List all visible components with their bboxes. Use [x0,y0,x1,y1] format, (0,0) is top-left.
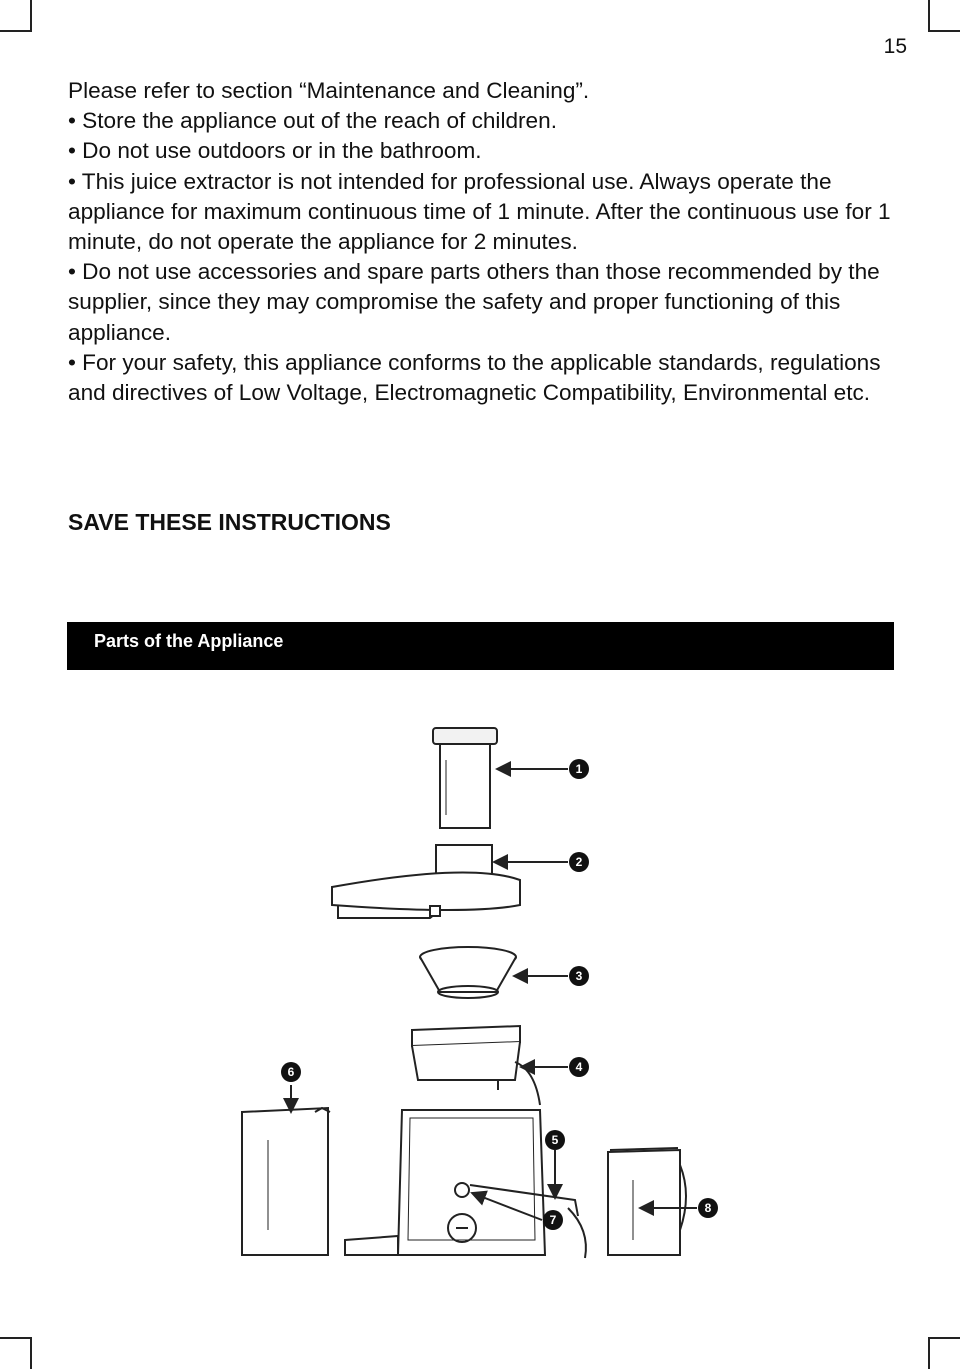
instructions-text [68,76,898,408]
save-instructions-heading: SAVE THESE INSTRUCTIONS [68,509,391,535]
juice-collector-part [412,1026,540,1105]
food-pusher-part [433,728,497,828]
callout-1: 1 [575,762,583,776]
callout-6: 6 [287,1065,295,1079]
bullet-safety-standards: • For your safety, this appliance conforms to the applicable standards, regulations and directives of Low Voltage, Electromagnetic Compatibility, Environmental etc. [68,349,881,406]
paragraph-maintenance: Please refer to section “Maintenance and Cleaning”. [68,78,590,103]
juice-jug-part [608,1148,686,1255]
section-title: Parts of the Appliance [94,631,284,651]
callout-7: 7 [549,1213,557,1227]
crop-mark-top-right [928,0,960,32]
callout-8: 8 [704,1201,712,1215]
callout-4: 4 [575,1060,583,1074]
cover-part [332,845,520,918]
callout-3: 3 [575,969,583,983]
bullet-store: • Store the appliance out of the reach of children. [68,108,557,134]
crop-mark-top-left [0,0,32,32]
filter-basket-part [420,947,516,998]
callout-5: 5 [551,1133,559,1147]
crop-mark-bottom-left [0,1337,32,1369]
bullet-professional-use: • This juice extractor is not intended for professional use. Always operate the appliance for maximum continuous time of 1 minute. After the continuous use for 1 minute, do not operate the appliance for 2 minutes. [68,168,891,255]
bullet-accessories: • Do not use accessories and spare parts others than those recommended by the supplier, since they may compromise the safety and proper functioning of this appliance. [68,259,880,345]
pulp-container-part [242,1108,330,1255]
callout-2: 2 [575,855,583,869]
page-number: 15 [883,35,907,58]
section-header-bar [67,622,894,670]
bullet-outdoors: • Do not use outdoors or in the bathroom. [68,138,482,164]
crop-mark-bottom-right [928,1337,960,1369]
appliance-parts-diagram [220,715,740,1275]
